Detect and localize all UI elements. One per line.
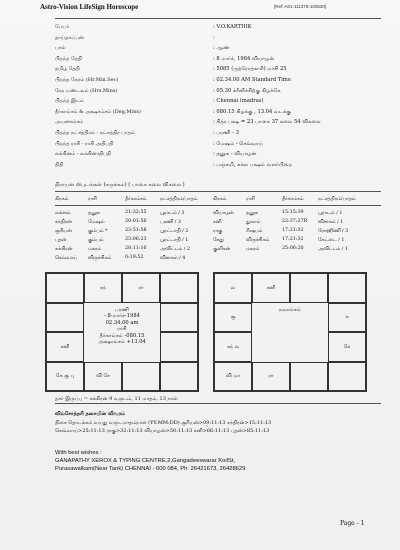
field-label: லக்கினம் - லக்கினாதிபதி (55, 151, 112, 158)
planet-cell: பூராடம் / 3 (160, 211, 185, 216)
planet-header: நட்சத்திரம்/பாதம் (160, 197, 198, 202)
planet-cell: விசாகம் / 4 (160, 256, 186, 261)
planet-header: கிரகம் (55, 197, 69, 202)
planet-cell: 21:32:55 (125, 210, 147, 215)
chart-house: ரா (252, 362, 290, 392)
chart-house (160, 303, 198, 333)
planet-cell: மகரம் (246, 247, 260, 252)
wishes-block (55, 449, 245, 473)
field-value: : Chennai (madras) (213, 98, 264, 105)
reference-number: [Ref: A01-111376-100520] (274, 4, 327, 9)
chart-house: ல (214, 273, 252, 303)
footer-divider (55, 403, 381, 404)
planet-cell: கேது (213, 238, 224, 243)
chart-center: நவாம்சம் (278, 306, 302, 313)
field-value: : 5085 (ருத்ரோத்காரி) மாசி 25 (213, 66, 287, 73)
field-label: நேர மண்டலம் (Hrs.Mins) (55, 87, 118, 94)
chart-house (160, 273, 198, 303)
planet-header: நட்சத்திரம்/பாதம் (318, 197, 356, 202)
planet-cell: 17:21:32 (282, 228, 304, 233)
planet-cell: பூரட்டாதி / 1 (160, 238, 189, 243)
document-title: Astro-Vision LifeSign Horoscope (40, 3, 139, 11)
chart-house: வி மா (214, 362, 252, 392)
header-divider (55, 18, 381, 19)
planet-cell: விருச்சிகம் (88, 256, 112, 261)
planet-cell: 23:51:58 (125, 228, 147, 233)
dasa-section-title: விம்சோத்தரி தசையின் விவரம் (55, 411, 126, 417)
field-value: : 05.30 க்ரீனிச்சிற்கு கிழக்கே (213, 87, 281, 94)
dasa-row-1: திசை தொடக்கம் வயது வருடமாதம்நாள் (YY:MM:DD) சூரியன்>09:11:13 சந்திரன்>15:11:13 (55, 420, 272, 426)
field-value: : 080.15 கிழக்கு , 13.04 வடக்கு (213, 108, 291, 115)
planet-header: ராசி (246, 197, 255, 202)
dasa-row-2: செவ்வாய்>25:11:13 ராகு>32:11:13 வியாழன்>50:11:13 சனி>66:11:13 புதன்>85:11:13 (55, 428, 270, 434)
planet-cell: ரோஹிணி / 3 (318, 229, 349, 234)
planet-cell: விசாகம் / 1 (318, 220, 344, 225)
planet-cell: சனி (213, 220, 222, 225)
chart-house: சந் (84, 273, 122, 303)
chart-house (160, 362, 198, 392)
chart-house (290, 273, 328, 303)
field-value: : 8 மார்ச், 1984 வியாழன் (213, 55, 275, 62)
planet-cell: 28:11:16 (125, 246, 147, 251)
planet-cell: துலாம் (246, 220, 261, 225)
planet-cell: பரணி / 3 (160, 220, 181, 225)
chart-house: சனி (46, 332, 84, 362)
planet-cell: விருச்சிகம் (246, 238, 270, 243)
field-label: பிறந்த நட்சத்திரம் - நட்சத்திர பாதம் (55, 130, 135, 136)
field-label: பால் (55, 45, 66, 52)
chart-house (290, 362, 328, 392)
planet-header: கிரகம் (213, 197, 227, 202)
field-label: பிறந்த நேரம் (Hr.Min.Sec) (55, 77, 119, 83)
planet-cell: ராகு (213, 229, 223, 234)
planet-cell: 22:37:27R (282, 219, 308, 224)
field-value: : பரணி - 3 (213, 130, 240, 136)
wishes-label: With best wishes : (55, 450, 102, 456)
chart-house (122, 362, 160, 392)
chart-house: சனி (252, 273, 290, 303)
planet-cell: லக்னம் (55, 211, 71, 216)
chart-house (328, 273, 366, 303)
field-label: பேயர் (55, 24, 70, 30)
planet-cell: சூரியன் (55, 229, 72, 234)
chart-house: கே (328, 332, 366, 362)
planet-cell: சந்திரன் (55, 220, 72, 225)
rasi-chart (45, 272, 199, 392)
planet-cell: புதன் (55, 238, 67, 243)
field-value: : ஆண் (213, 45, 230, 52)
planet-cell: 23:06:23 (125, 237, 147, 242)
planet-cell: பூராடம் / 1 (318, 211, 343, 216)
planet-cell: தனுசு (246, 211, 258, 216)
planet-cell: செவ்வாய் (55, 256, 78, 261)
field-label: பிறந்த இடம் (55, 98, 84, 105)
chart-house: சந் ல (214, 332, 252, 362)
field-value: : V.O.KARTHIK (213, 24, 252, 30)
planet-cell: மகரம் (88, 247, 102, 252)
planet-cell: அவிட்டம் / 1 (318, 247, 349, 252)
chart-house (46, 273, 84, 303)
planet-cell: 17:21:32 (282, 237, 304, 242)
planet-cell: கும்பம் (88, 238, 104, 243)
planet-cell: அவிட்டம் / 2 (160, 247, 191, 252)
section-divider (55, 191, 381, 192)
field-value: : சித்ர பக்ஷ = 23 பாகை 37 கலை 54 விகலை (213, 119, 321, 126)
table-divider (55, 205, 381, 206)
field-label: தீர்காம்சம் & அக்ஷாம்சம் (Deg.Mins) (55, 108, 141, 115)
planet-cell: 15:15:39 (282, 210, 304, 215)
field-label: தமிழ் தேதி (55, 66, 80, 73)
field-value: : (213, 34, 215, 41)
chart-house: சூ (214, 303, 252, 333)
planet-cell: வியாழன் (213, 211, 234, 216)
chart-house: சு (328, 303, 366, 333)
field-label: தாய்தகப்பன் (55, 34, 84, 41)
field-value: : தனுசு - வியாழன் (213, 151, 257, 158)
planet-cell: தனுசு (88, 211, 100, 216)
chart-house (160, 332, 198, 362)
field-label: திதி (55, 161, 64, 168)
planet-header: தீர்காம்சம் (125, 197, 147, 202)
chart-house: கே சூ பு (46, 362, 84, 392)
planet-cell: ரிஷபம் (246, 229, 263, 234)
planet-cell: குளிகன் (213, 247, 231, 252)
planet-cell: 25:06:20 (282, 246, 304, 251)
shop-address: Purasawalkam(Near Tank) CHENNAI - 600 084, Ph: 26421673, 26428629 (55, 466, 246, 472)
field-label: பிறந்த ராசி - ராசி அதிபதி (55, 140, 114, 147)
planet-header: ராசி (88, 197, 97, 202)
chart-house: வி சே (84, 362, 122, 392)
page-number: Page - 1 (340, 520, 365, 527)
planet-cell: பூரட்டாதி / 2 (160, 229, 189, 234)
chart-center: பரணி - 8-மார்ச்-1984 02.34.00 am ராசி தீர்காம்சம் -080.15 அக்ஷாம்சம் +13.04 (98, 306, 146, 345)
dasa-balance: தசா இருப்பு = சுக்கிரன் 9 வருடம், 11 மாதம், 13 நாள் (55, 396, 178, 402)
planet-cell: 0:19:52 (125, 255, 144, 260)
planet-cell: கும்பம் * (88, 229, 108, 234)
planet-header: தீர்காம்சம் (282, 197, 304, 202)
field-label: அயனாம்சம் (55, 119, 84, 126)
field-value: : 02.34.00 AM Standard Time (213, 77, 291, 83)
planet-cell: மேஷம் (88, 220, 105, 225)
planet-cell: 20:01:56 (125, 219, 147, 224)
field-value: : பஞ்சமி, சுக்ல பக்ஷம் வளர்பிறை (213, 161, 293, 168)
chart-house: ரா (122, 273, 160, 303)
shop-name: GANAPATHY XEROX & TYPING CENTRE,2,Gangadeeswarar KoilSt, (55, 458, 235, 464)
planet-cell: கேட்டை / 1 (318, 238, 345, 243)
field-value: : மேஷம் - செவ்வாய் (213, 140, 264, 147)
planet-cell: சுக்கிரன் (55, 247, 73, 252)
chart-house (46, 303, 84, 333)
navamsa-chart (213, 272, 367, 392)
field-label: பிறந்த தேதி (55, 55, 82, 62)
planet-section-title: நிராயன ஸ்புடங்கள் (சுருக்கம்) ( பாகை கலை விகலை ) (55, 182, 185, 188)
chart-house (328, 362, 366, 392)
